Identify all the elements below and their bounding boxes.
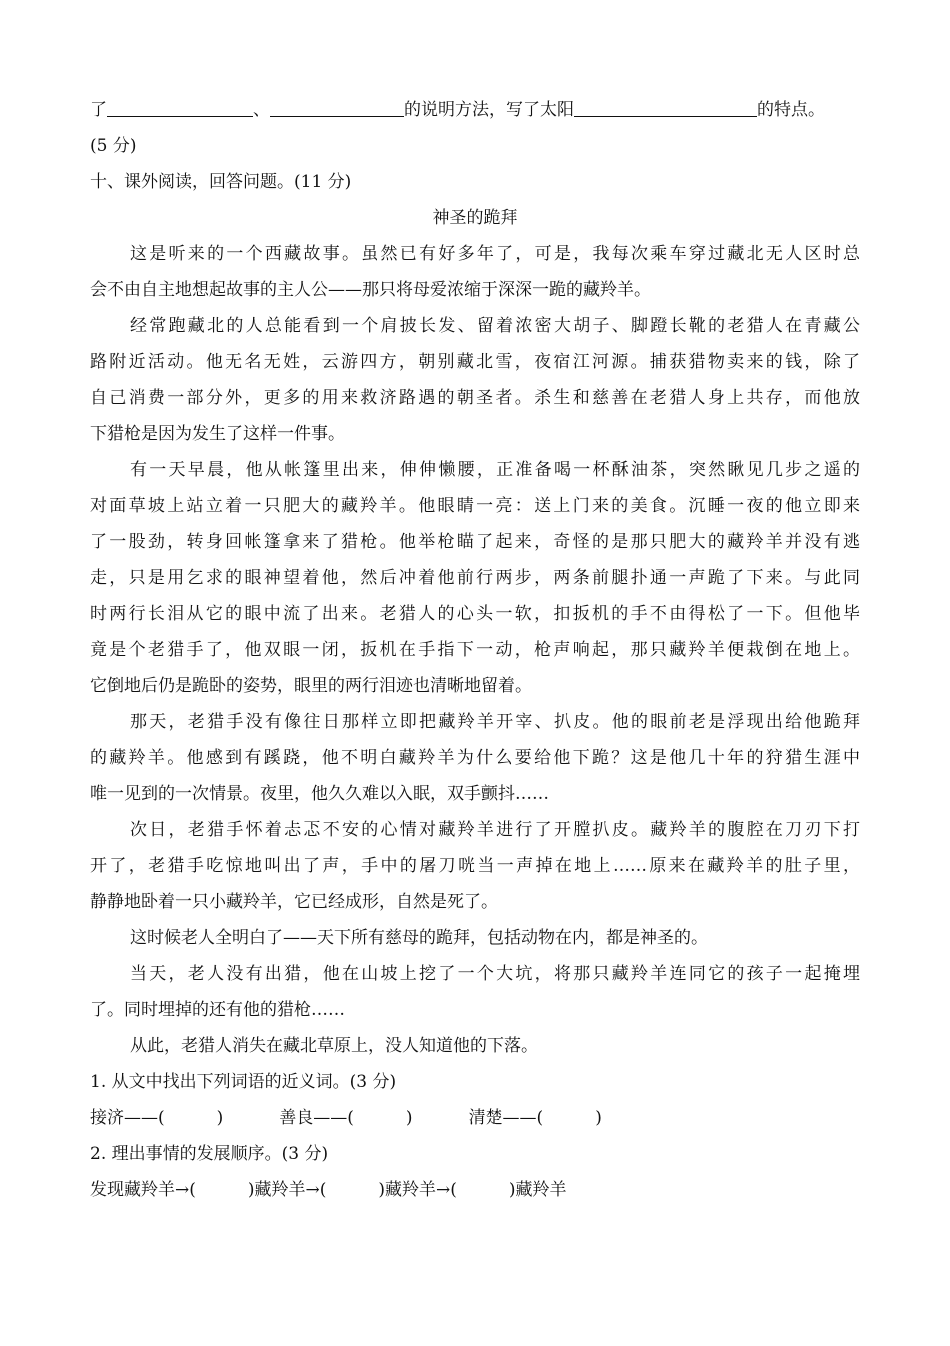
passage-line: 了一股劲，转身回帐篷拿来了猎枪。他举枪瞄了起来，奇怪的是那只肥大的藏羚羊并没有逃 [90,532,860,552]
passage-line: 走，只是用乞求的眼神望着他，然后冲着他前行两步，两条前腿扑通一声跪了下来。与此同 [90,568,860,588]
passage-line: 会不由自主地想起故事的主人公——那只将母爱浓缩于深深一跪的藏羚羊。 [90,280,651,300]
passage-line: 那天，老猎手没有像往日那样立即把藏羚羊开宰、扒皮。他的眼前老是浮现出给他跪拜 [130,712,860,732]
synonym-close: ) [405,1108,413,1128]
passage-body [90,236,860,1064]
q9-text-pre: 了 [90,100,107,120]
passage-line: 静静地卧着一只小藏羚羊，它已经成形，自然是死了。 [90,892,498,912]
synonym-word: 善良——( [279,1108,354,1128]
answer-blank-3[interactable] [574,96,757,117]
synonym-word: 接济——( [90,1108,165,1128]
q9-score: (5 分) [90,136,137,156]
sequence-text: )藏羚羊→( [247,1180,327,1200]
question-2-sequence [90,1172,860,1208]
passage-line: 了。同时埋掉的还有他的猎枪…… [90,1000,345,1020]
passage-line: 竟是个老猎手了，他双眼一闭，扳机在手指下一动，枪声响起，那只藏羚羊便栽倒在地上。 [90,640,860,660]
question-1-prompt: 1. 从文中找出下列词语的近义词。(3 分) [90,1072,397,1092]
sequence-text: 发现藏羚羊→( [90,1180,196,1200]
passage-line: 次日，老猎手怀着忐忑不安的心情对藏羚羊进行了开膛扒皮。藏羚羊的腹腔在刀刃下打 [130,820,860,840]
synonym-close: ) [216,1108,224,1128]
passage-line: 自己消费一部分外，更多的用来救济路遇的朝圣者。杀生和慈善在老猎人身上共存，而他放 [90,388,860,408]
answer-blank-1[interactable] [107,96,253,117]
passage-line: 从此，老猎人消失在藏北草原上，没人知道他的下落。 [130,1036,538,1056]
worksheet-page [90,92,860,1208]
section-10-heading: 十、课外阅读，回答问题。(11 分) [90,172,352,192]
passage-line: 对面草坡上站立着一只肥大的藏羚羊。他眼睛一亮：送上门来的美食。沉睡一夜的他立即来 [90,496,860,516]
question-2-prompt: 2. 理出事情的发展顺序。(3 分) [90,1144,329,1164]
q9-text-sep: 、 [253,100,270,120]
passage-line: 的藏羚羊。他感到有蹊跷，他不明白藏羚羊为什么要给他下跪？这是他几十年的狩猎生涯中 [90,748,860,768]
q9-text-mid: 的说明方法，写了太阳 [404,100,574,120]
sequence-text: )藏羚羊→( [378,1180,457,1200]
passage-title: 神圣的跪拜 [432,208,518,228]
passage-line: 时两行长泪从它的眼中流了出来。老猎人的心头一软，扣扳机的手不由得松了一下。但他毕 [90,604,860,624]
passage-line: 路附近活动。他无名无姓，云游四方，朝别藏北雪，夜宿江河源。捕获猎物卖来的钱，除了 [90,352,860,372]
sequence-text: )藏羚羊 [508,1180,567,1200]
passage-line: 唯一见到的一次情景。夜里，他久久难以入眠，双手颤抖…… [90,784,549,804]
q9-text-end: 的特点。 [757,100,825,120]
passage-line: 这时候老人全明白了——天下所有慈母的跪拜，包括动物在内，都是神圣的。 [130,928,708,948]
passage-line: 开了，老猎手吃惊地叫出了声，手中的屠刀咣当一声掉在地上……原来在藏羚羊的肚子里， [90,856,860,876]
passage-line: 有一天早晨，他从帐篷里出来，伸伸懒腰，正准备喝一杯酥油茶，突然瞅见几步之遥的 [130,460,860,480]
passage-line: 经常跑藏北的人总能看到一个肩披长发、留着浓密大胡子、脚蹬长靴的老猎人在青藏公 [130,316,860,336]
question-9-tail [90,92,860,128]
passage-line: 下猎枪是因为发生了这样一件事。 [90,424,345,444]
passage-line: 这是听来的一个西藏故事。虽然已有好多年了，可是，我每次乘车穿过藏北无人区时总 [130,244,860,264]
passage-line: 它倒地后仍是跪卧的姿势，眼里的两行泪迹也清晰地留着。 [90,676,532,696]
synonym-word: 清楚——( [468,1108,544,1128]
passage-line: 当天，老人没有出猎，他在山坡上挖了一个大坑，将那只藏羚羊连同它的孩子一起掩埋 [130,964,860,984]
question-1-items [90,1100,860,1136]
answer-blank-2[interactable] [270,96,404,117]
synonym-close: ) [595,1108,602,1128]
